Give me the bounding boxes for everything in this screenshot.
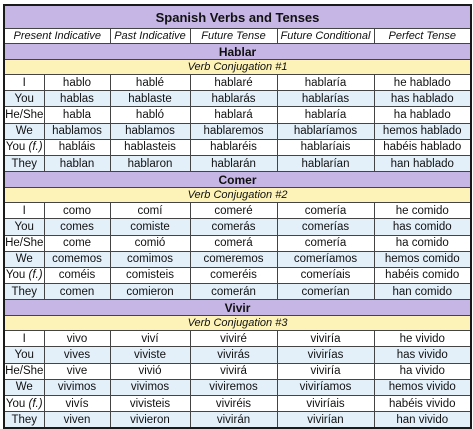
conjugation-cell-future-tense: comerás <box>190 219 277 235</box>
pronoun-cell: They <box>4 284 44 300</box>
verb-heading-row <box>4 300 471 316</box>
conjugation-cell-past-indicative: viví <box>110 331 190 347</box>
conjugation-cell-future-conditional: comería <box>277 203 374 219</box>
conjugation-cell-perfect-tense: han vivido <box>374 412 471 429</box>
conjugation-cell-present-indicative: como <box>44 203 110 219</box>
conjugation-cell-future-tense: comerán <box>190 284 277 300</box>
table-row <box>4 107 471 123</box>
column-header-past-indicative: Past Indicative <box>110 29 190 44</box>
conjugation-cell-past-indicative: viviste <box>110 347 190 363</box>
conjugation-cell-present-indicative: vivo <box>44 331 110 347</box>
conjugation-cell-future-conditional: hablaría <box>277 107 374 123</box>
conjugation-cell-future-conditional: comerías <box>277 219 374 235</box>
conjugation-cell-perfect-tense: habéis comido <box>374 267 471 283</box>
conjugation-cell-past-indicative: vivió <box>110 363 190 379</box>
conjugation-cell-future-conditional: comeríamos <box>277 251 374 267</box>
pronoun-cell: You <box>4 347 44 363</box>
conjugation-cell-perfect-tense: habéis vivido <box>374 396 471 412</box>
conjugation-cell-present-indicative: hablo <box>44 75 110 91</box>
table-row <box>4 75 471 91</box>
table-row <box>4 235 471 251</box>
conjugation-cell-past-indicative: comió <box>110 235 190 251</box>
column-header-present-indicative: Present Indicative <box>4 29 110 44</box>
conjugation-cell-past-indicative: vivieron <box>110 412 190 429</box>
conjugation-cell-past-indicative: vivimos <box>110 379 190 395</box>
page-title: Spanish Verbs and Tenses <box>4 5 471 29</box>
conjugation-cell-past-indicative: hablaron <box>110 155 190 171</box>
conjugation-cell-future-tense: hablarán <box>190 155 277 171</box>
table-row <box>4 331 471 347</box>
conjugation-cell-future-tense: vivirán <box>190 412 277 429</box>
conjugation-cell-future-conditional: vivirían <box>277 412 374 429</box>
conjugation-cell-future-tense: viviré <box>190 331 277 347</box>
title-row <box>4 5 471 29</box>
table-row <box>4 123 471 139</box>
conjugation-cell-present-indicative: hablan <box>44 155 110 171</box>
column-header-future-conditional: Future Conditional <box>277 29 374 44</box>
table-row <box>4 363 471 379</box>
pronoun-cell: You (f.) <box>4 267 44 283</box>
conjugation-cell-present-indicative: habla <box>44 107 110 123</box>
pronoun-cell: He/She <box>4 235 44 251</box>
conjugation-cell-perfect-tense: hemos hablado <box>374 123 471 139</box>
conjugation-cell-perfect-tense: habéis hablado <box>374 139 471 155</box>
conjugation-cell-past-indicative: comieron <box>110 284 190 300</box>
conjugation-cell-past-indicative: hablaste <box>110 91 190 107</box>
conjugation-cell-past-indicative: habló <box>110 107 190 123</box>
conjugation-cell-perfect-tense: he hablado <box>374 75 471 91</box>
pronoun-cell: I <box>4 75 44 91</box>
table-row <box>4 219 471 235</box>
conjugation-label-row <box>4 188 471 203</box>
conjugation-cell-perfect-tense: has vivido <box>374 347 471 363</box>
conjugation-cell-future-tense: vivirás <box>190 347 277 363</box>
table-row <box>4 251 471 267</box>
conjugation-cell-future-tense: hablaremos <box>190 123 277 139</box>
verb-table <box>3 4 472 429</box>
table-row <box>4 412 471 429</box>
conjugation-cell-future-tense: hablaré <box>190 75 277 91</box>
conjugation-cell-perfect-tense: ha hablado <box>374 107 471 123</box>
table-row <box>4 155 471 171</box>
pronoun-cell: You (f.) <box>4 139 44 155</box>
conjugation-cell-perfect-tense: ha comido <box>374 235 471 251</box>
conjugation-cell-past-indicative: comí <box>110 203 190 219</box>
pronoun-cell: They <box>4 155 44 171</box>
table-row <box>4 267 471 283</box>
conjugation-cell-present-indicative: comen <box>44 284 110 300</box>
pronoun-cell: They <box>4 412 44 429</box>
column-header-row <box>4 29 471 44</box>
conjugation-cell-future-tense: viviremos <box>190 379 277 395</box>
conjugation-cell-future-tense: comeréis <box>190 267 277 283</box>
conjugation-cell-past-indicative: hablamos <box>110 123 190 139</box>
conjugation-label: Verb Conjugation #2 <box>4 188 471 203</box>
conjugation-cell-future-tense: hablarás <box>190 91 277 107</box>
conjugation-cell-future-tense: vivirá <box>190 363 277 379</box>
conjugation-cell-future-conditional: hablaría <box>277 75 374 91</box>
table-row <box>4 203 471 219</box>
conjugation-cell-past-indicative: vivisteis <box>110 396 190 412</box>
conjugation-cell-perfect-tense: han hablado <box>374 155 471 171</box>
pronoun-cell: I <box>4 203 44 219</box>
conjugation-cell-future-conditional: comerían <box>277 284 374 300</box>
conjugation-cell-future-tense: hablará <box>190 107 277 123</box>
conjugation-cell-perfect-tense: he vivido <box>374 331 471 347</box>
table-row <box>4 396 471 412</box>
conjugation-cell-perfect-tense: has hablado <box>374 91 471 107</box>
conjugation-cell-perfect-tense: he comido <box>374 203 471 219</box>
conjugation-cell-past-indicative: comisteis <box>110 267 190 283</box>
conjugation-cell-future-conditional: viviría <box>277 331 374 347</box>
conjugation-label: Verb Conjugation #3 <box>4 316 471 331</box>
conjugation-cell-past-indicative: hablé <box>110 75 190 91</box>
conjugation-cell-present-indicative: coméis <box>44 267 110 283</box>
conjugation-cell-past-indicative: hablasteis <box>110 139 190 155</box>
conjugation-cell-future-tense: viviréis <box>190 396 277 412</box>
conjugation-cell-future-tense: comeremos <box>190 251 277 267</box>
conjugation-cell-future-conditional: vivirías <box>277 347 374 363</box>
column-header-perfect-tense: Perfect Tense <box>374 29 471 44</box>
conjugation-cell-perfect-tense: has comido <box>374 219 471 235</box>
pronoun-cell: He/She <box>4 363 44 379</box>
conjugation-cell-present-indicative: hablamos <box>44 123 110 139</box>
conjugation-cell-present-indicative: vivís <box>44 396 110 412</box>
conjugation-label-row <box>4 316 471 331</box>
pronoun-cell: We <box>4 379 44 395</box>
column-header-future-tense: Future Tense <box>190 29 277 44</box>
table-row <box>4 139 471 155</box>
conjugation-cell-future-conditional: hablaríais <box>277 139 374 155</box>
conjugation-cell-present-indicative: vivimos <box>44 379 110 395</box>
pronoun-cell: You <box>4 219 44 235</box>
conjugation-cell-present-indicative: come <box>44 235 110 251</box>
conjugation-cell-past-indicative: comimos <box>110 251 190 267</box>
conjugation-cell-present-indicative: habláis <box>44 139 110 155</box>
pronoun-cell: He/She <box>4 107 44 123</box>
conjugation-cell-future-conditional: viviríais <box>277 396 374 412</box>
pronoun-cell: We <box>4 251 44 267</box>
conjugation-cell-perfect-tense: hemos vivido <box>374 379 471 395</box>
verb-heading-row <box>4 44 471 60</box>
conjugation-cell-present-indicative: vive <box>44 363 110 379</box>
verb-table-body <box>4 5 471 428</box>
conjugation-cell-future-conditional: viviríamos <box>277 379 374 395</box>
conjugation-cell-future-conditional: hablarían <box>277 155 374 171</box>
conjugation-cell-present-indicative: comes <box>44 219 110 235</box>
conjugation-cell-past-indicative: comiste <box>110 219 190 235</box>
table-row <box>4 379 471 395</box>
verb-heading-hablar: Hablar <box>4 44 471 60</box>
conjugation-cell-future-tense: comeré <box>190 203 277 219</box>
table-row <box>4 91 471 107</box>
table-row <box>4 284 471 300</box>
conjugation-cell-future-conditional: hablaríamos <box>277 123 374 139</box>
pronoun-cell: I <box>4 331 44 347</box>
conjugation-cell-perfect-tense: han comido <box>374 284 471 300</box>
conjugation-cell-future-conditional: hablarías <box>277 91 374 107</box>
verb-heading-row <box>4 172 471 188</box>
conjugation-cell-future-tense: hablaréis <box>190 139 277 155</box>
conjugation-cell-present-indicative: vives <box>44 347 110 363</box>
verb-heading-comer: Comer <box>4 172 471 188</box>
conjugation-cell-future-conditional: viviría <box>277 363 374 379</box>
verb-heading-vivir: Vivir <box>4 300 471 316</box>
conjugation-cell-present-indicative: viven <box>44 412 110 429</box>
conjugation-cell-future-conditional: comeríais <box>277 267 374 283</box>
pronoun-cell: We <box>4 123 44 139</box>
conjugation-cell-present-indicative: hablas <box>44 91 110 107</box>
conjugation-label: Verb Conjugation #1 <box>4 60 471 75</box>
conjugation-label-row <box>4 60 471 75</box>
conjugation-cell-perfect-tense: ha vivido <box>374 363 471 379</box>
conjugation-cell-future-tense: comerá <box>190 235 277 251</box>
table-row <box>4 347 471 363</box>
conjugation-cell-perfect-tense: hemos comido <box>374 251 471 267</box>
conjugation-cell-present-indicative: comemos <box>44 251 110 267</box>
pronoun-cell: You <box>4 91 44 107</box>
pronoun-cell: You (f.) <box>4 396 44 412</box>
conjugation-cell-future-conditional: comería <box>277 235 374 251</box>
